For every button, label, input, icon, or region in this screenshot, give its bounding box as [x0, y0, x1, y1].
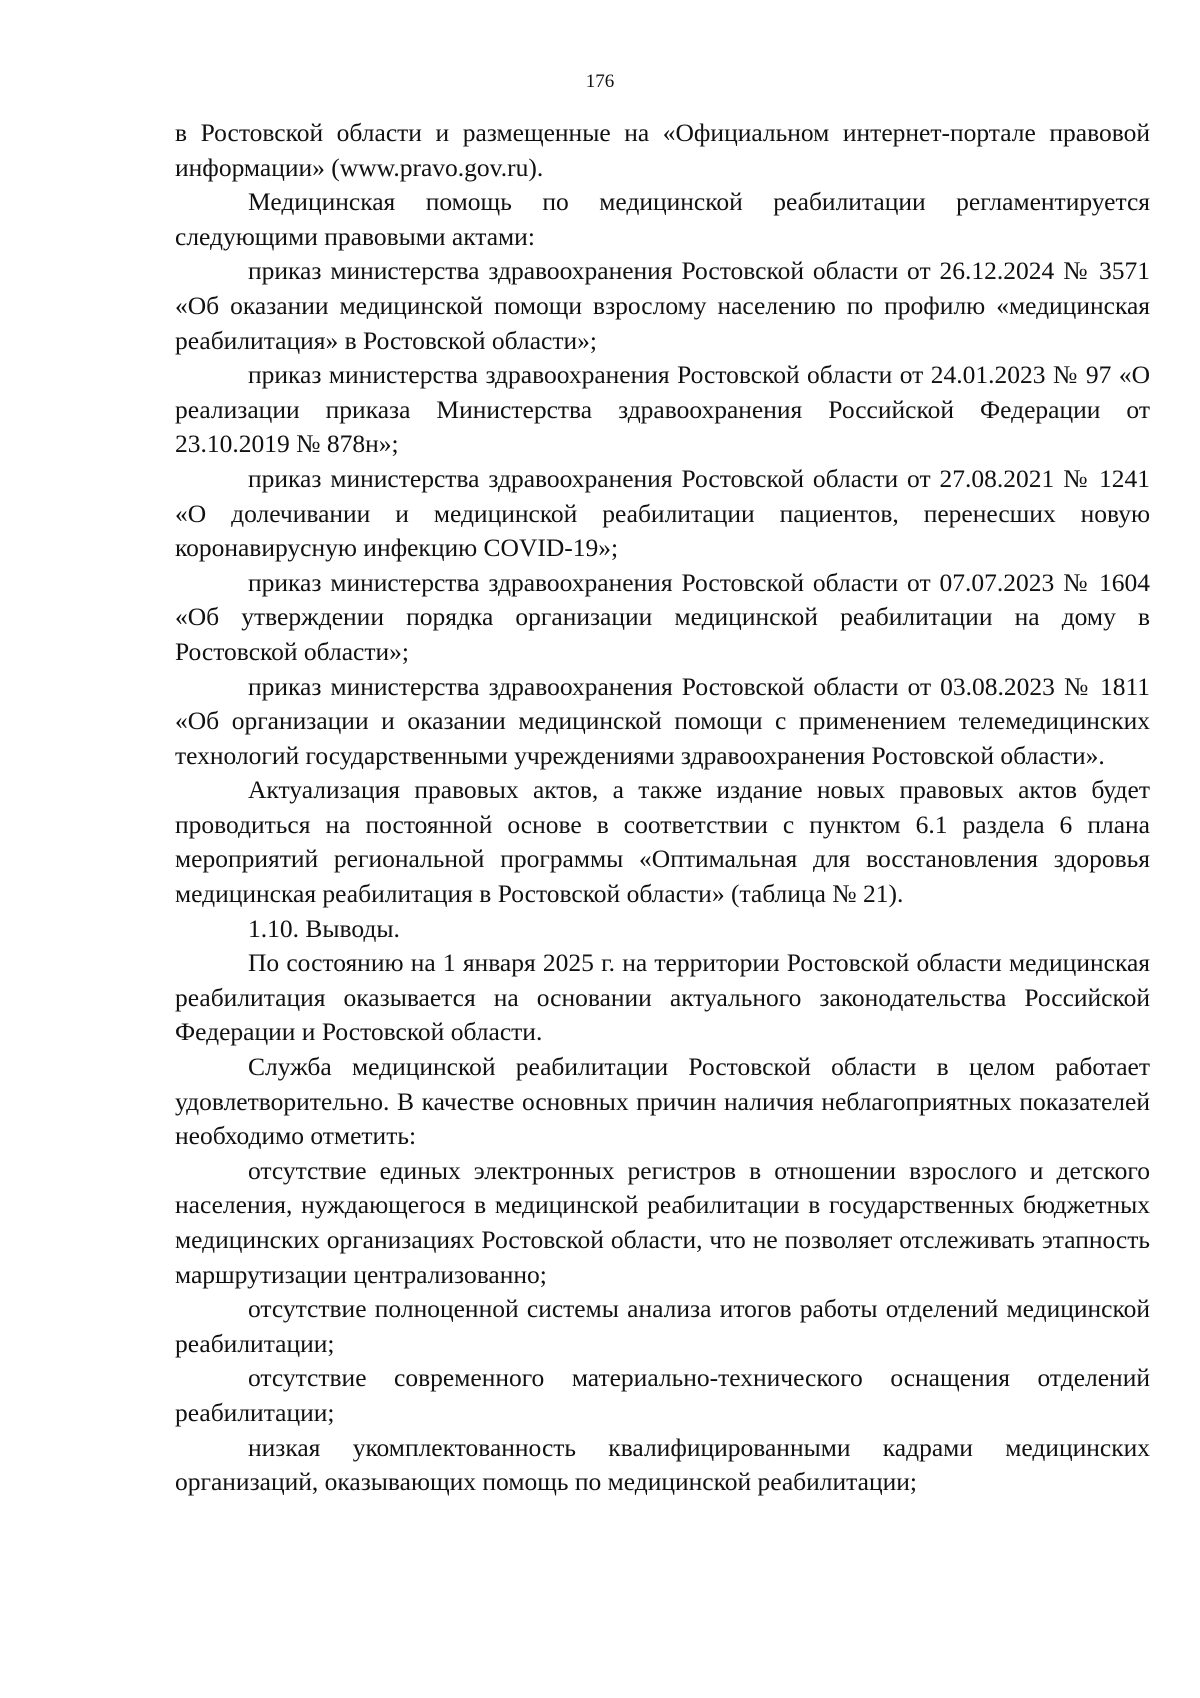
paragraph-order-97: приказ министерства здравоохранения Ростовской области от 24.01.2023 № 97 «О реализации приказа Министерства здравоохранения Российской Федерации от 23.10.2019 № 878н»;	[175, 360, 1150, 459]
paragraph-order-3571: приказ министерства здравоохранения Ростовской области от 26.12.2024 № 3571 «Об оказании медицинской помощи взрослому населению по профилю «медицинская реабилитация» в Ростовской области»;	[175, 256, 1150, 355]
paragraph-issue-registers: отсутствие единых электронных регистров в отношении взрослого и детского населения, нуждающегося в медицинской реабилитации в государственных бюджетных медицинских организациях Ростовской области, что не позволяет отслеживать этапность маршрутизации централизованно;	[175, 1155, 1150, 1289]
paragraph-order-1811: приказ министерства здравоохранения Ростовской области от 03.08.2023 № 1811 «Об организации и оказании медицинской помощи с применением телемедицинских технологий государственными учреждениями здравоохранения Ростовской области».	[175, 671, 1150, 770]
document-body	[175, 116, 1150, 1500]
paragraph-legal-acts-intro: Медицинская помощь по медицинской реабилитации регламентируется следующими правовыми актами:	[175, 187, 1150, 251]
paragraph-order-1241: приказ министерства здравоохранения Ростовской области от 27.08.2021 № 1241 «О долечивании и медицинской реабилитации пациентов, перенесших новую коронавирусную инфекцию COVID-19»;	[175, 463, 1150, 563]
paragraph-actualization: Актуализация правовых актов, а также издание новых правовых актов будет проводиться на постоянной основе в соответствии с пунктом 6.1 раздела 6 плана мероприятий региональной программы «Оптимальная для восстановления здоровья медицинская реабилитация в Ростовской области» (таблица № 21).	[175, 775, 1150, 909]
paragraph-issue-analysis: отсутствие полноценной системы анализа итогов работы отделений медицинской реабилитации;	[175, 1294, 1150, 1358]
paragraph-status: По состоянию на 1 января 2025 г. на территории Ростовской области медицинская реабилитация оказывается на основании актуального законодательства Российской Федерации и Ростовской области.	[175, 948, 1150, 1047]
paragraph-continuation: в Ростовской области и размещенные на «Официальном интернет-портале правовой информации» (www.pravo.gov.ru).	[175, 118, 1150, 182]
paragraph-issue-staffing: низкая укомплектованность квалифицированными кадрами медицинских организаций, оказывающих помощь по медицинской реабилитации;	[175, 1432, 1150, 1497]
section-heading-conclusions: 1.10. Выводы.	[248, 913, 400, 943]
paragraph-issue-equipment: отсутствие современного материально-технического оснащения отделений реабилитации;	[175, 1363, 1150, 1427]
paragraph-service-assessment: Служба медицинской реабилитации Ростовской области в целом работает удовлетворительно. В качестве основных причин наличия неблагоприятных показателей необходимо отметить:	[175, 1052, 1150, 1151]
page-number: 176	[585, 71, 615, 92]
paragraph-order-1604: приказ министерства здравоохранения Ростовской области от 07.07.2023 № 1604 «Об утверждении порядка организации медицинской реабилитации на дому в Ростовской области»;	[175, 567, 1150, 666]
